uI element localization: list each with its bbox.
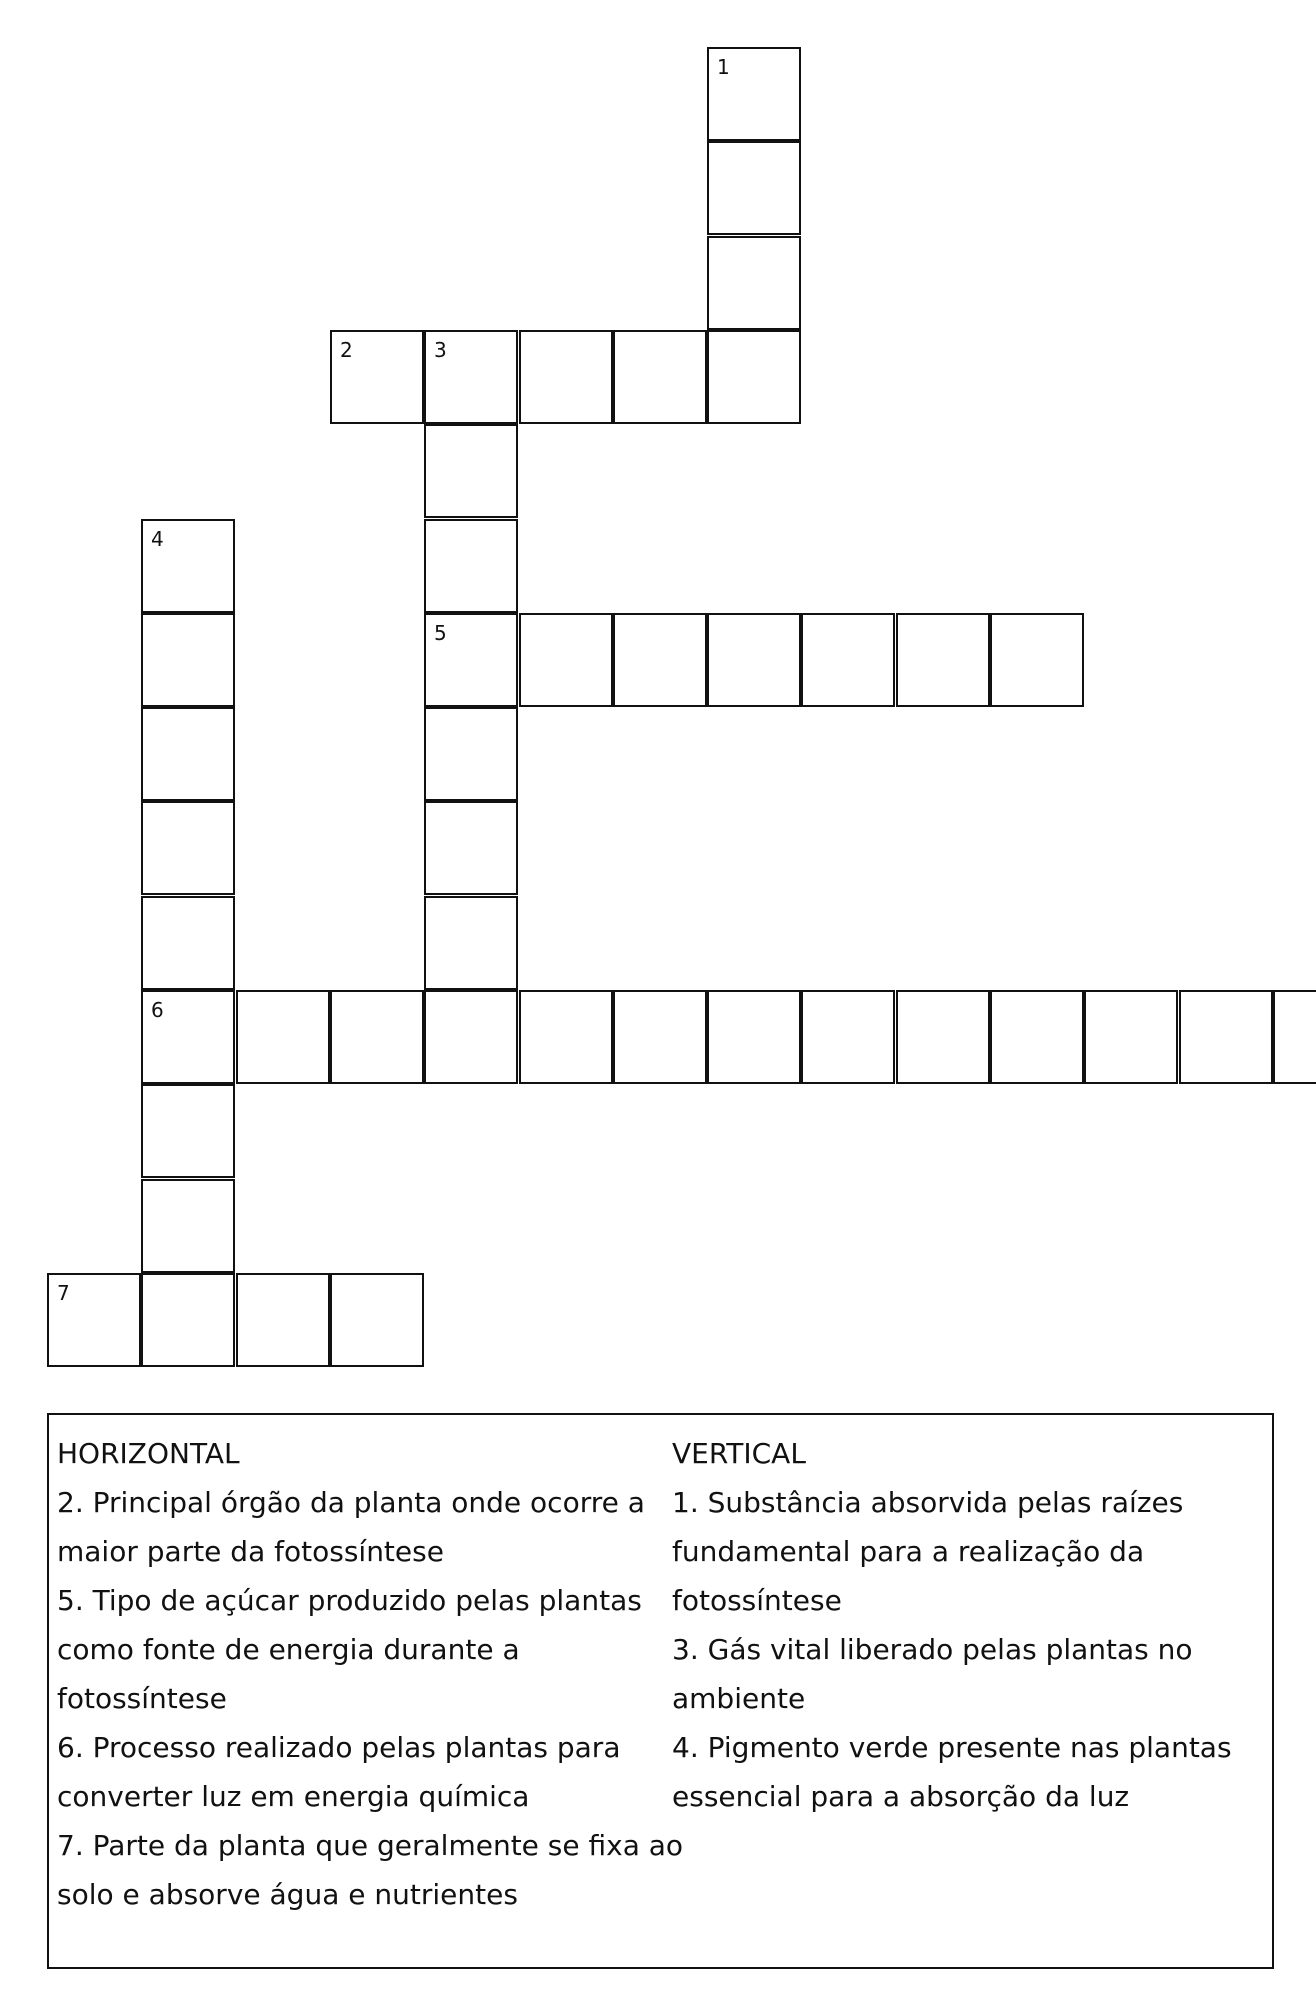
clue-line: como fonte de energia durante a [57, 1633, 520, 1666]
crossword-cell[interactable] [141, 613, 235, 707]
clue-line: 7. Parte da planta que geralmente se fixa ao [57, 1829, 684, 1862]
crossword-cell[interactable] [519, 330, 613, 424]
clue-line: 3. Gás vital liberado pelas plantas no [672, 1633, 1193, 1666]
crossword-cell[interactable] [424, 801, 518, 895]
horizontal-heading: HORIZONTAL [57, 1437, 240, 1470]
crossword-cell[interactable] [1273, 990, 1316, 1084]
crossword-cell[interactable] [424, 990, 518, 1084]
crossword-cell[interactable] [896, 990, 990, 1084]
crossword-cell[interactable] [896, 613, 990, 707]
crossword-cell[interactable] [141, 1179, 235, 1273]
clue-line: 4. Pigmento verde presente nas plantas [672, 1731, 1232, 1764]
crossword-cell[interactable] [330, 330, 424, 424]
clue-line: fundamental para a realização da [672, 1535, 1145, 1568]
crossword-cell[interactable] [141, 896, 235, 990]
clue-line: 5. Tipo de açúcar produzido pelas plantas [57, 1584, 642, 1617]
crossword-cell[interactable] [707, 47, 801, 141]
crossword-cell[interactable] [141, 1084, 235, 1178]
clue-line: essencial para a absorção da luz [672, 1780, 1130, 1813]
crossword-cell[interactable] [801, 990, 895, 1084]
clue-line: converter luz em energia química [57, 1780, 530, 1813]
crossword-cell[interactable] [236, 1273, 330, 1367]
clues-box [47, 1413, 1274, 1969]
clue-number: 1 [717, 55, 730, 79]
crossword-cell[interactable] [707, 236, 801, 330]
clue-line: ambiente [672, 1682, 806, 1715]
clue-line: 6. Processo realizado pelas plantas para [57, 1731, 621, 1764]
crossword-cell[interactable] [141, 707, 235, 801]
clue-number: 6 [151, 998, 164, 1022]
crossword-cell[interactable] [236, 990, 330, 1084]
clue-line: 2. Principal órgão da planta onde ocorre a [57, 1486, 645, 1519]
crossword-cell[interactable] [424, 330, 518, 424]
vertical-clues [672, 1429, 1262, 1821]
clue-line: solo e absorve água e nutrientes [57, 1878, 518, 1911]
clue-number: 5 [434, 621, 447, 645]
clue-number: 4 [151, 527, 164, 551]
crossword-cell[interactable] [990, 990, 1084, 1084]
clue-line: fotossíntese [57, 1682, 227, 1715]
clue-line: fotossíntese [672, 1584, 842, 1617]
clue-line: 1. Substância absorvida pelas raízes [672, 1486, 1184, 1519]
crossword-cell[interactable] [141, 990, 235, 1084]
crossword-cell[interactable] [424, 707, 518, 801]
crossword-cell[interactable] [801, 613, 895, 707]
crossword-cell[interactable] [1084, 990, 1178, 1084]
crossword-cell[interactable] [141, 801, 235, 895]
clue-number: 2 [340, 338, 353, 362]
crossword-cell[interactable] [330, 1273, 424, 1367]
crossword-cell[interactable] [519, 990, 613, 1084]
crossword-cell[interactable] [1179, 990, 1273, 1084]
crossword-cell[interactable] [519, 613, 613, 707]
crossword-cell[interactable] [424, 896, 518, 990]
crossword-cell[interactable] [330, 990, 424, 1084]
crossword-cell[interactable] [141, 1273, 235, 1367]
crossword-cell[interactable] [424, 613, 518, 707]
crossword-cell[interactable] [613, 990, 707, 1084]
crossword-cell[interactable] [707, 990, 801, 1084]
crossword-cell[interactable] [707, 330, 801, 424]
crossword-cell[interactable] [990, 613, 1084, 707]
crossword-cell[interactable] [141, 519, 235, 613]
crossword-cell[interactable] [707, 613, 801, 707]
clue-line: maior parte da fotossíntese [57, 1535, 444, 1568]
clue-number: 7 [57, 1281, 70, 1305]
crossword-cell[interactable] [424, 424, 518, 518]
vertical-heading: VERTICAL [672, 1437, 806, 1470]
crossword-cell[interactable] [707, 141, 801, 235]
clue-number: 3 [434, 338, 447, 362]
horizontal-clues [57, 1429, 684, 1919]
crossword-cell[interactable] [613, 330, 707, 424]
crossword-cell[interactable] [613, 613, 707, 707]
crossword-cell[interactable] [424, 519, 518, 613]
crossword-cell[interactable] [47, 1273, 141, 1367]
